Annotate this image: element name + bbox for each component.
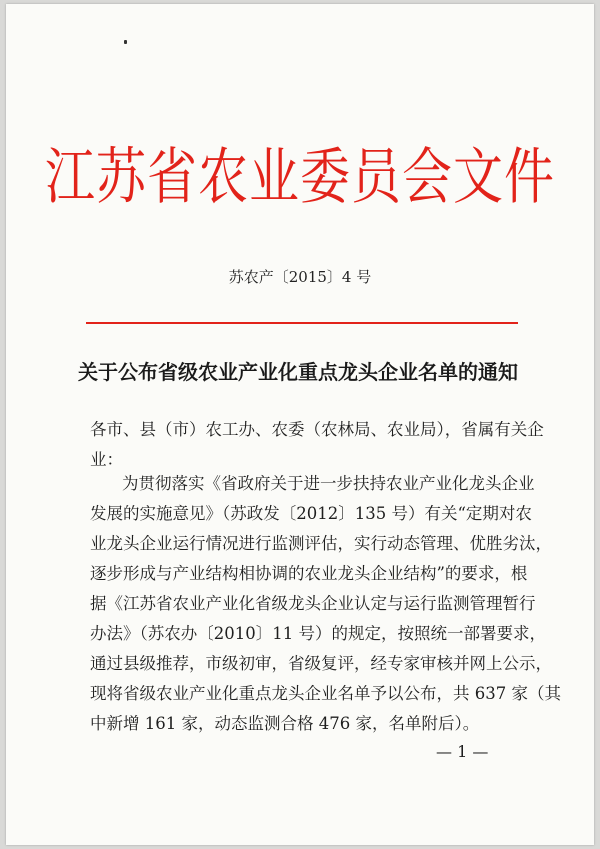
paragraph-line: 逐步形成与产业结构相协调的农业龙头企业结构”的要求，根 xyxy=(90,564,528,583)
paragraph-line: 中新增 161 家，动态监测合格 476 家，名单附后）。 xyxy=(90,714,480,733)
body-paragraph xyxy=(90,469,561,739)
notice-title: 关于公布省级农业产业化重点龙头企业名单的通知 xyxy=(78,360,518,384)
paragraph-line: 发展的实施意见》（苏政发〔2012〕135 号）有关“定期对农 xyxy=(90,504,532,523)
document-page xyxy=(6,4,594,845)
paragraph-line: 通过县级推荐，市级初审，省级复评，经专家审核并网上公示， xyxy=(90,654,552,673)
paragraph-line: 办法》（苏农办〔2010〕11 号）的规定，按照统一部署要求， xyxy=(90,624,546,643)
scan-dot xyxy=(124,40,127,44)
red-divider-line xyxy=(86,322,518,324)
paragraph-line: 为贯彻落实《省政府关于进一步扶持农业产业化龙头企业 xyxy=(122,474,535,493)
addressee-line: 各市、县（市）农工办、农委（农林局、农业局），省属有关企 xyxy=(90,420,544,439)
addressee-line: 业： xyxy=(90,450,123,469)
paragraph-line: 据《江苏省农业产业化省级龙头企业认定与运行监测管理暂行 xyxy=(90,594,536,613)
document-number: 苏农产〔2015〕4 号 xyxy=(228,268,372,286)
issuer-header-title: 江苏省农业委员会文件 xyxy=(45,141,555,212)
paragraph-line: 业龙头企业运行情况进行监测评估，实行动态管理、优胜劣汰， xyxy=(90,534,552,553)
addressee-block xyxy=(90,415,544,475)
page-number: — 1 — xyxy=(436,742,489,761)
paragraph-line: 现将省级农业产业化重点龙头企业名单予以公布，共 637 家（其 xyxy=(90,684,561,703)
